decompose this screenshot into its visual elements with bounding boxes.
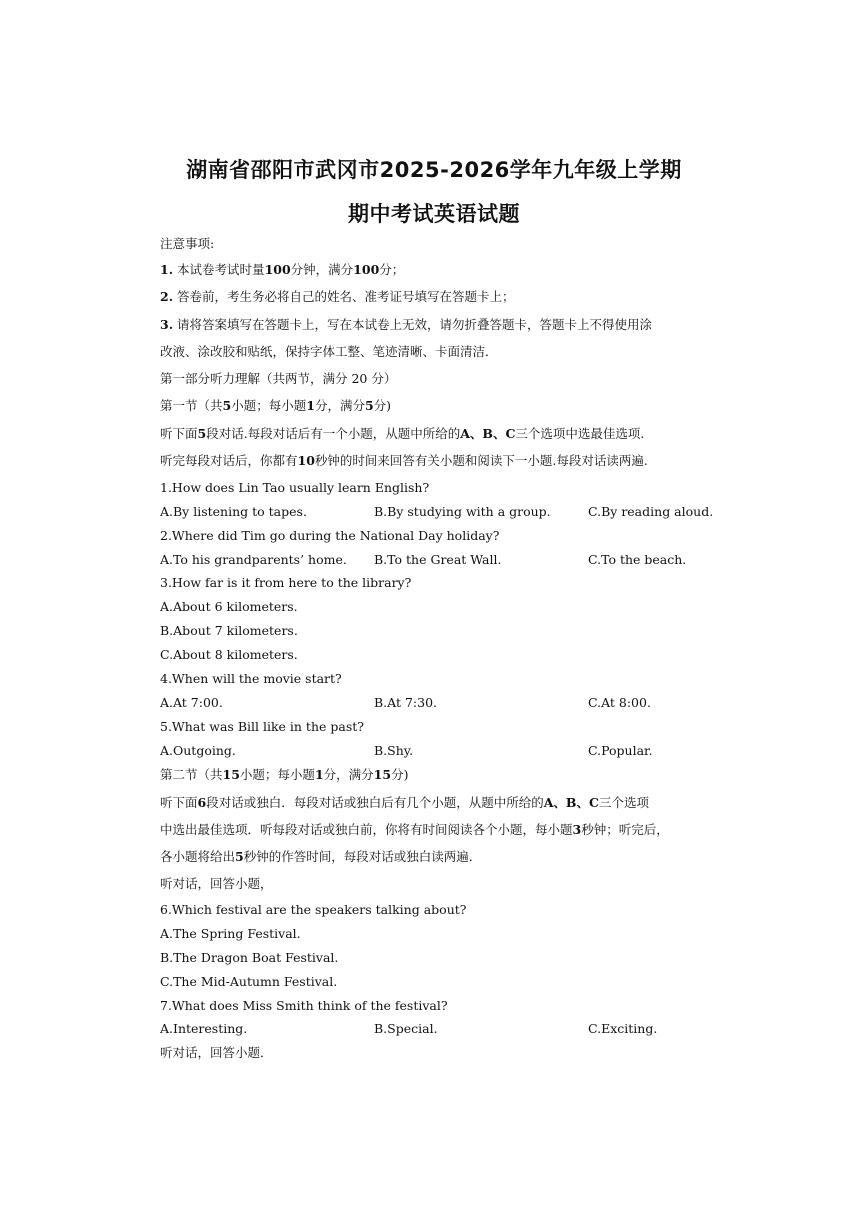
notice-item-number: 2. (160, 289, 174, 304)
notice-item-2 (160, 289, 720, 305)
option-b: B.Special. (374, 1021, 438, 1036)
instruction-text: 三个选项 (598, 795, 649, 810)
option-c: C.To the beach. (588, 552, 687, 567)
section-heading-text: 第二节（共 (160, 767, 223, 782)
notice-item-text: 分钟，满分 (290, 262, 354, 277)
section-heading-text: 第一节（共 (160, 398, 223, 413)
instruction-text: 各小题将给出 (160, 849, 236, 864)
notice-item-number: 3. (160, 317, 174, 332)
instruction-text: 段对话.每段对话后有一个小题，从题中所给的 (206, 426, 461, 441)
instruction-text: 中选出最佳选项．听每段对话或独白前，你将有时间阅读各个小题，每小题 (160, 822, 573, 837)
section2-instruction-line-2 (160, 822, 720, 838)
section-number: 5 (222, 398, 232, 413)
instruction-text: 听完每段对话后，你都有 (160, 453, 298, 468)
option-c: C.Exciting. (588, 1021, 658, 1036)
notice-item-number: 1. (160, 262, 174, 277)
listen-prompt: 听对话，回答小题， (160, 876, 273, 891)
question-6-option-b: B.The Dragon Boat Festival. (160, 950, 339, 965)
instruction-number: 10 (297, 453, 315, 468)
section-heading-text: 分) (391, 767, 409, 782)
section2-instruction-line-3 (160, 849, 720, 865)
instruction-text: 秒钟；听完后， (581, 822, 669, 837)
notice-item-number-value: 100 (353, 262, 380, 277)
instruction-text: 三个选项中选最佳选项. (515, 426, 645, 441)
instruction-number: 5 (235, 849, 244, 864)
option-a: A.By listening to tapes. (160, 504, 307, 519)
section-heading-text: 分，满分 (314, 398, 365, 413)
section-heading-text: 小题；每小题 (239, 767, 315, 782)
question-1-stem: 1.How does Lin Tao usually learn English? (160, 480, 430, 495)
section-number: 1 (314, 767, 324, 782)
option-a: A.Interesting. (160, 1021, 248, 1036)
notice-item-number-value: 100 (264, 262, 291, 277)
option-a: A.To his grandparents’ home. (160, 552, 347, 567)
question-6-stem: 6.Which festival are the speakers talking about? (160, 902, 467, 917)
section1-heading (160, 398, 720, 414)
option-c: C.At 8:00. (588, 695, 651, 710)
notice-item-1 (160, 262, 720, 278)
notice-item-text: 答卷前，考生务必将自己的姓名、准考证号填写在答题卡上； (177, 289, 515, 304)
question-2-stem: 2.Where did Tim go during the National Day holiday? (160, 528, 500, 543)
question-6-option-c: C.The Mid-Autumn Festival. (160, 974, 338, 989)
notice-item-text: 请将答案填写在答题卡上，写在本试卷上无效，请勿折叠答题卡，答题卡上不得使用涂 (177, 317, 653, 332)
section-number: 5 (364, 398, 374, 413)
section-heading-text: 分，满分 (323, 767, 374, 782)
question-3-option-b: B.About 7 kilometers. (160, 623, 298, 638)
instruction-text: 段对话或独白．每段对话或独白后有几个小题，从题中所给的 (206, 795, 544, 810)
question-3-option-a: A.About 6 kilometers. (160, 599, 298, 614)
question-4-stem: 4.When will the movie start? (160, 671, 342, 686)
notice-item-text: 本试卷考试时量 (177, 262, 265, 277)
instruction-number: 3 (572, 822, 582, 837)
instruction-options: A、B、C (543, 795, 599, 810)
option-c: C.By reading aloud. (588, 504, 714, 519)
option-a: A.Outgoing. (160, 743, 236, 758)
instruction-number: 6 (197, 795, 207, 810)
listen-prompt: 听对话，回答小题． (160, 1045, 273, 1060)
notice-item-text: 分； (379, 262, 405, 277)
question-6-option-a: A.The Spring Festival. (160, 926, 301, 941)
section-heading-text: 小题；每小题 (231, 398, 307, 413)
option-b: B.To the Great Wall. (374, 552, 502, 567)
instruction-text: 秒钟的时间来回答有关小题和阅读下一小题.每段对话读两遍. (314, 453, 648, 468)
question-7-stem: 7.What does Miss Smith think of the festival? (160, 998, 448, 1013)
option-b: B.Shy. (374, 743, 414, 758)
part1-heading: 第一部分听力理解（共两节，满分 20 分） (160, 371, 397, 386)
section2-instruction-line-1 (160, 795, 720, 811)
instruction-text: 秒钟的作答时间，每段对话或独白读两遍． (243, 849, 482, 864)
option-c: C.Popular. (588, 743, 653, 758)
question-3-option-c: C.About 8 kilometers. (160, 647, 298, 662)
instruction-options: A、B、C (460, 426, 516, 441)
instruction-text: 听下面 (160, 426, 198, 441)
exam-title-line-1: 湖南省邵阳市武冈市2025-2026学年九年级上学期 (186, 158, 682, 182)
section-number: 15 (222, 767, 240, 782)
instruction-text: 听下面 (160, 795, 198, 810)
section2-heading (160, 767, 720, 783)
instruction-number: 5 (197, 426, 207, 441)
section1-instruction-line-2 (160, 453, 720, 469)
notice-item-3 (160, 317, 720, 333)
section-number: 15 (373, 767, 392, 782)
section-heading-text: 分) (373, 398, 392, 413)
exam-title-line-2: 期中考试英语试题 (348, 202, 520, 226)
section1-instruction-line-1 (160, 426, 720, 442)
option-a: A.At 7:00. (160, 695, 223, 710)
question-3-stem: 3.How far is it from here to the library? (160, 575, 412, 590)
option-b: B.At 7:30. (374, 695, 438, 710)
section-number: 1 (306, 398, 315, 413)
question-5-stem: 5.What was Bill like in the past? (160, 719, 364, 734)
notice-heading: 注意事项: (160, 236, 215, 251)
option-b: B.By studying with a group. (374, 504, 551, 519)
notice-item-3-continued: 改液、涂改胶和贴纸，保持字体工整、笔迹清晰、卡面清洁． (160, 344, 498, 359)
